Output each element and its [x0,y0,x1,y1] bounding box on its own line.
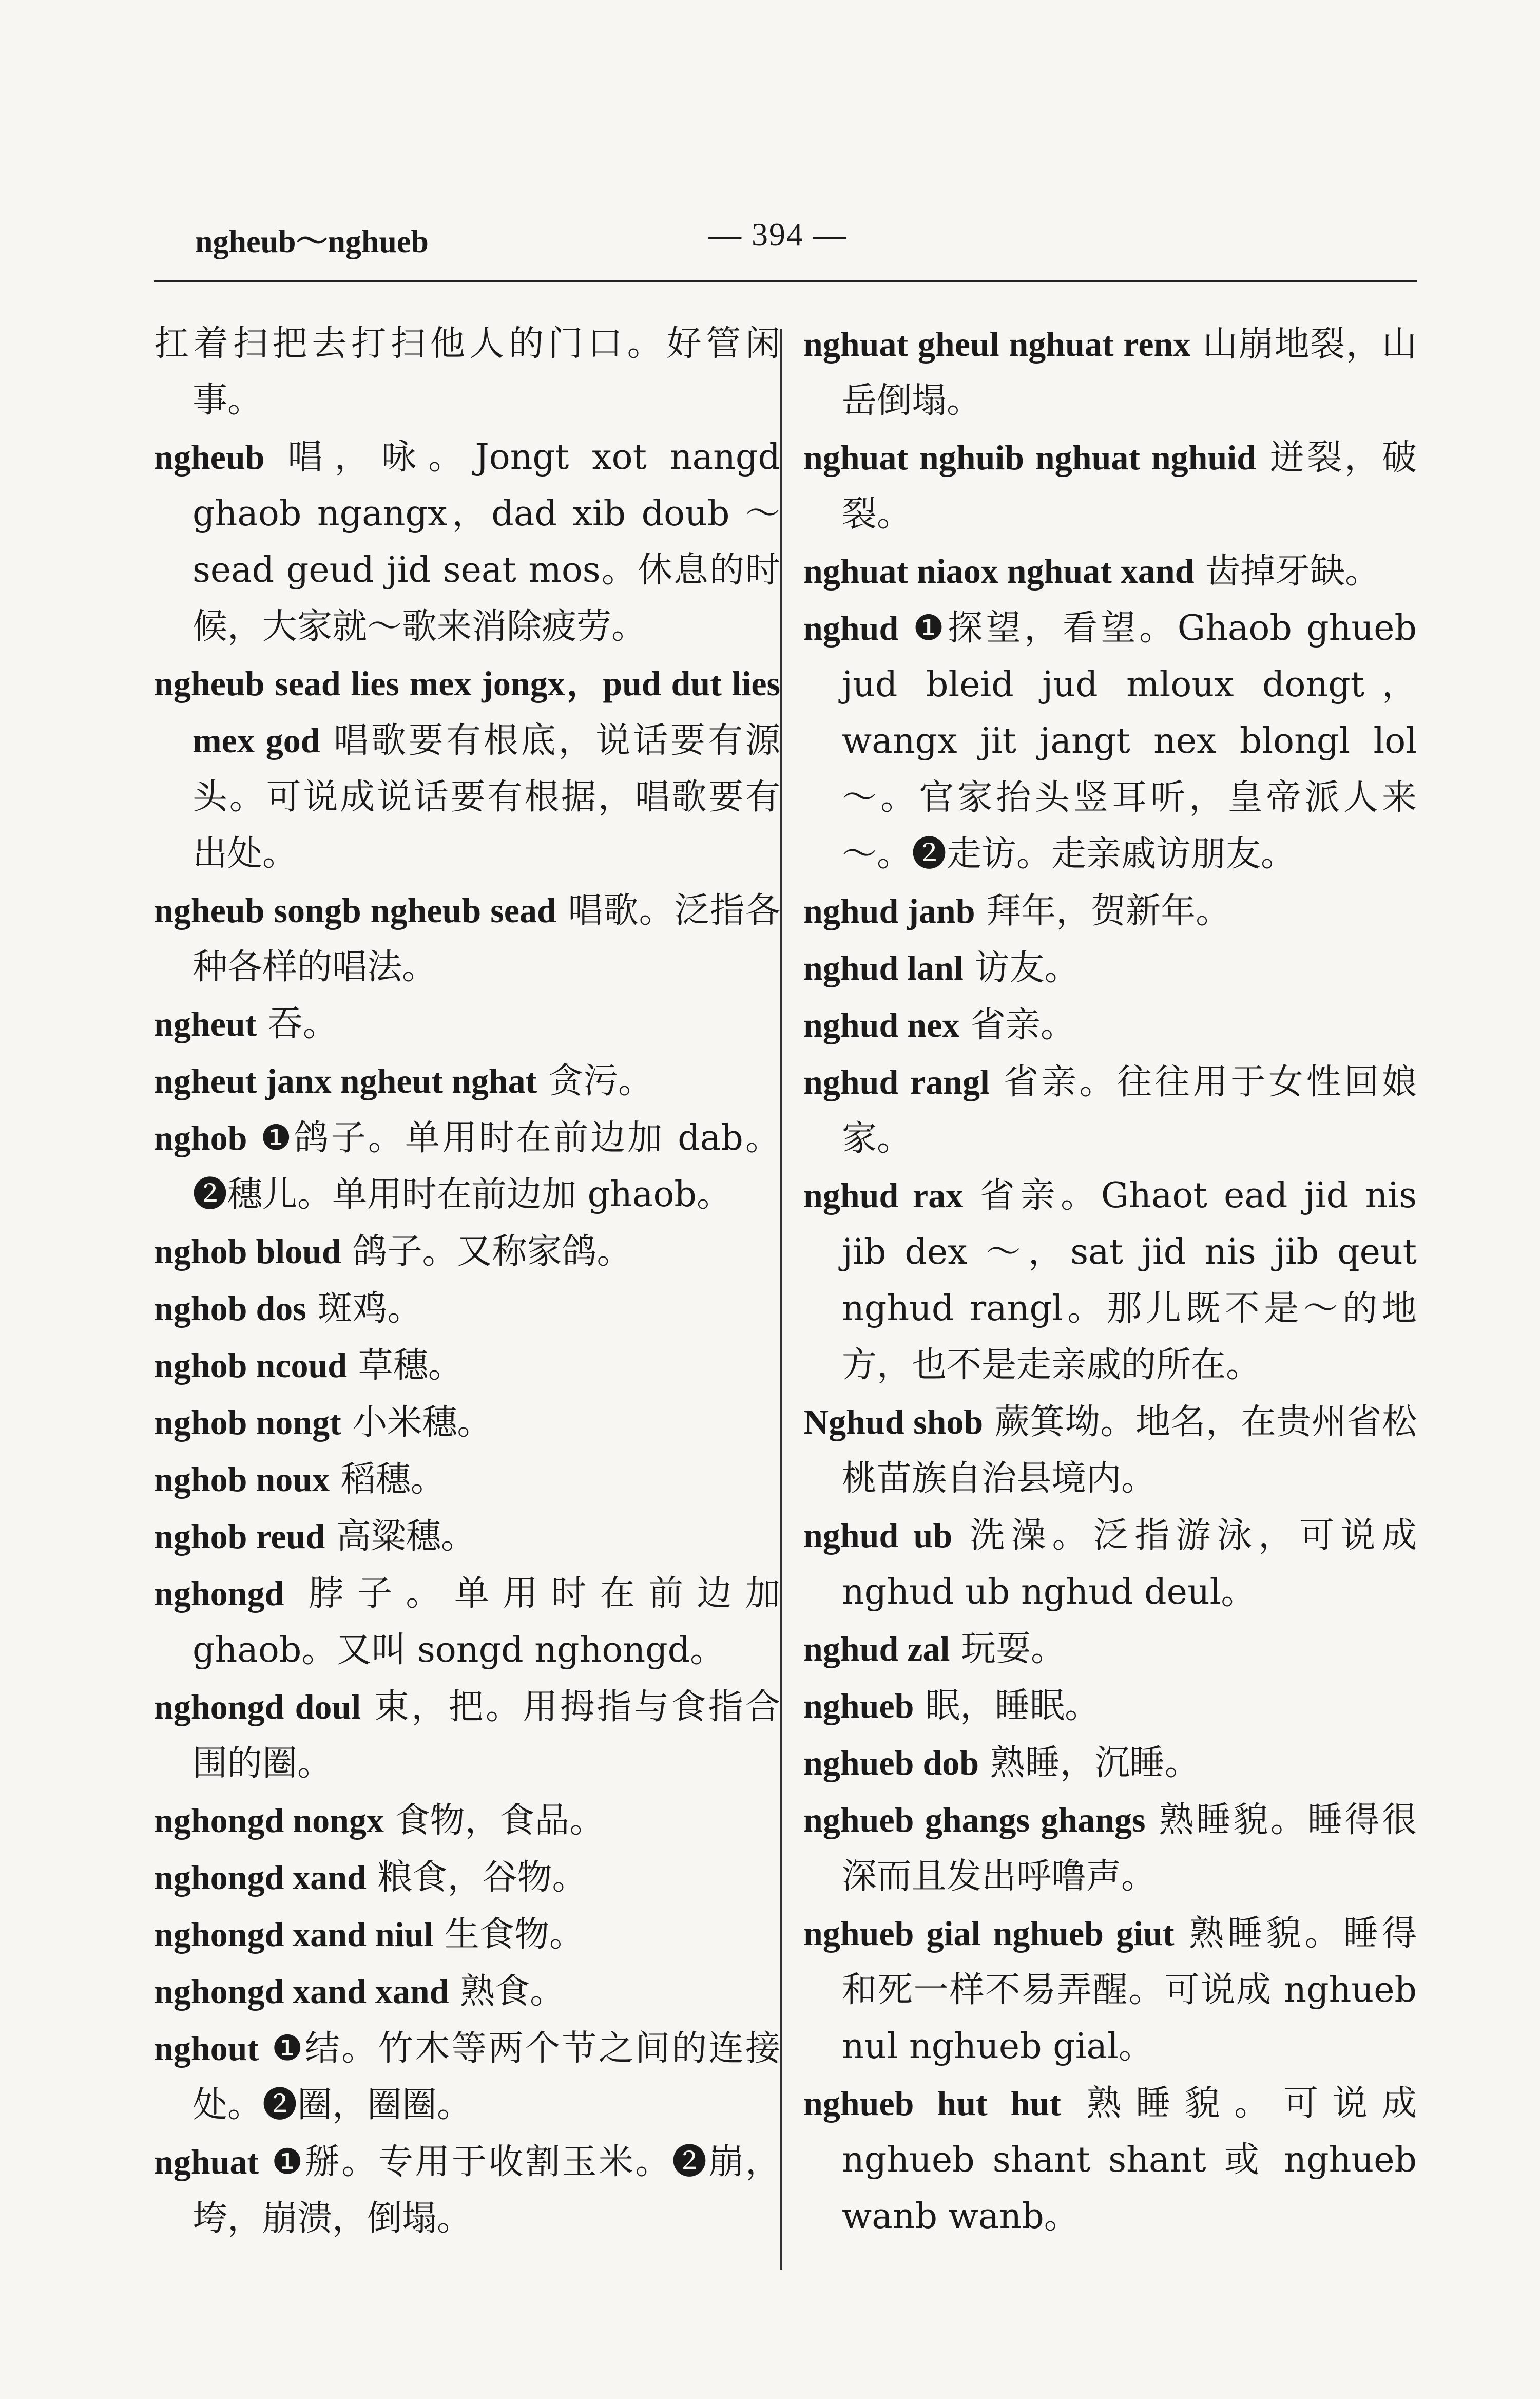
dictionary-entry [154,882,780,996]
entry-definition: 脖子。单用时在前边加 ghaob。又叫 songd nghongd。 [192,1573,780,1670]
dictionary-entry [154,1508,780,1565]
dictionary-entry [154,1337,780,1394]
entry-headword: nghout [154,2029,259,2068]
entry-definition: 熟睡，沉睡。 [990,1743,1200,1783]
entry-definition: 小米穗。 [352,1402,492,1443]
dictionary-entry [154,1280,780,1337]
entry-headword: ngheut [154,1004,257,1043]
entry-headword: nghud [803,608,899,648]
page-header [154,205,1417,267]
entry-headword: nghuat gheul nghuat renx [803,325,1191,364]
dictionary-entry [803,1167,1417,1394]
dictionary-entry [803,883,1417,940]
entry-definition: 唱歌要有根底，说话要有源头。可说成说话要有根据，唱歌要有出处。 [192,720,780,874]
dictionary-entry [803,1678,1417,1735]
dictionary-entry [803,997,1417,1054]
dictionary-entry [803,543,1417,600]
entry-headword: Nghud shob [803,1402,984,1441]
entry-headword: nghongd nongx [154,1801,384,1840]
entry-headword: nghuat [154,2142,259,2181]
entry-definition: 唱，咏。Jongt xot nangd ghaob ngangx，dad xib doub ～ sead geud jid seat mos。休息的时候，大家就～歌来消除疲劳。 [192,437,780,647]
entry-definition: ❶结。竹木等两个节之间的连接处。❷圈，圈圈。 [192,2028,780,2125]
dictionary-entry [154,316,780,429]
dictionary-entry [154,1053,780,1110]
entry-definition: 草穗。 [358,1345,463,1386]
dictionary-entry [803,1394,1417,1507]
dictionary-entry [803,1735,1417,1792]
entry-headword: nghud nex [803,1005,960,1044]
entry-definition: 迸裂，破裂。 [842,437,1417,535]
dictionary-entry [154,1849,780,1906]
entry-definition: ❶掰。专用于收割玉米。❷崩，垮，崩溃，倒塌。 [192,2142,780,2239]
dictionary-entry [803,316,1417,429]
entry-headword: nghueb hut hut [803,2084,1061,2123]
dictionary-entry [803,2075,1417,2245]
entry-definition: 鸽子。又称家鸽。 [352,1231,632,1272]
entry-definition: 山崩地裂，山岳倒塌。 [842,324,1417,421]
entry-definition: 稻穗。 [340,1459,446,1500]
running-head: ngheub～nghueb [195,224,429,259]
dictionary-entry [803,1054,1417,1167]
dictionary-entry [803,1905,1417,2075]
entry-headword: nghongd [154,1574,284,1613]
entry-headword: nghuat nghuib nghuat nghuid [803,438,1257,477]
dictionary-entry [803,1507,1417,1621]
entry-headword: ngheub sead lies mex jongx，pud dut lies mex god [154,664,780,760]
entry-definition: 熟睡貌。可说成 nghueb shant shant 或 nghueb wanb wanb。 [842,2083,1417,2237]
entry-headword: ngheub songb ngheub sead [154,891,556,930]
entry-definition: 蕨箕坳。地名，在贵州省松桃苗族自治县境内。 [842,1402,1417,1499]
entry-headword: nghueb [803,1686,914,1725]
dictionary-entry [154,2020,780,2134]
dictionary-entry [154,1792,780,1849]
entry-headword: nghob dos [154,1289,306,1328]
left-column [154,316,780,2247]
dictionary-entry [154,655,780,882]
entry-headword: nghueb ghangs ghangs [803,1800,1146,1839]
dictionary-entry [803,1792,1417,1905]
right-column [803,316,1417,2245]
entry-headword: nghob noux [154,1460,330,1499]
entry-definition: 洗澡。泛指游泳，可说成 nghud ub nghud deul。 [842,1515,1417,1612]
dictionary-entry [154,2134,780,2247]
dictionary-entry [154,996,780,1053]
entry-definition: 高粱穗。 [336,1516,476,1557]
entry-definition: 省亲。往往用于女性回娘家。 [842,1062,1417,1159]
entry-definition: 扛着扫把去打扫他人的门口。好管闲事。 [154,323,780,421]
entry-headword: nghob bloud [154,1232,341,1271]
dictionary-entry [154,1565,780,1679]
dictionary-entry [154,1963,780,2020]
entry-definition: 拜年，贺新年。 [986,891,1231,931]
entry-headword: nghueb dob [803,1743,979,1782]
entry-definition: 贪污。 [548,1061,653,1101]
dictionary-entry [803,429,1417,543]
entry-definition: 生食物。 [444,1914,584,1955]
entry-headword: nghongd xand niul [154,1915,434,1954]
entry-definition: 熟睡貌。睡得和死一样不易弄醒。可说成 nghueb nul nghueb gial。 [842,1913,1417,2067]
dictionary-entry [154,1906,780,1963]
dictionary-entry [803,940,1417,997]
dictionary-entry [803,1621,1417,1678]
entry-definition: 省亲。Ghaot ead jid nis jib dex ～，sat jid nis jib qeut nghud rangl。那儿既不是～的地方，也不是走亲戚的所在。 [842,1175,1417,1385]
entry-definition: ❶探望，看望。Ghaob ghueb jud bleid jud mloux dongt，wangx jit jangt nex blongl lol ～。官家抬头竖耳听，皇帝派人来～。❷走访。走亲戚访朋友。 [842,608,1417,874]
entry-headword: ngheub [154,437,265,477]
entry-definition: 省亲。 [970,1005,1075,1045]
header-rule [154,280,1417,282]
column-divider [780,329,782,2270]
entry-definition: 访友。 [974,948,1080,988]
entry-definition: 齿掉牙缺。 [1205,551,1380,592]
entry-headword: nghueb gial nghueb giut [803,1914,1175,1953]
entry-headword: nghob nongt [154,1403,341,1442]
entry-definition: 斑鸡。 [317,1288,422,1329]
entry-definition: 粮食，谷物。 [377,1857,587,1898]
entry-definition: 熟食。 [460,1971,565,2012]
dictionary-entry [154,1394,780,1451]
dictionary-entry [154,1679,780,1792]
entry-definition: 熟睡貌。睡得很深而且发出呼噜声。 [842,1800,1417,1897]
dictionary-entry [154,1223,780,1280]
entry-definition: ❶鸽子。单用时在前边加 dab。❷穗儿。单用时在前边加 ghaob。 [192,1118,780,1215]
dictionary-entry [154,1451,780,1508]
entry-headword: nghud rax [803,1176,964,1215]
entry-headword: nghongd xand [154,1858,367,1897]
entry-headword: nghob ncoud [154,1346,348,1385]
dictionary-entry [803,600,1417,883]
entry-definition: 吞。 [267,1004,338,1044]
dictionary-entry [154,429,780,655]
entry-headword: nghud lanl [803,948,964,987]
entry-headword: nghud janb [803,891,975,930]
entry-headword: nghud zal [803,1629,950,1668]
entry-definition: 唱歌。泛指各种各样的唱法。 [192,890,780,987]
entry-headword: nghongd xand xand [154,1972,449,2011]
entry-definition: 束，把。用拇指与食指合围的圈。 [192,1687,780,1784]
page-number: — 394 — [708,216,847,253]
entry-headword: nghuat niaox nghuat xand [803,551,1195,591]
entry-definition: 食物，食品。 [395,1800,605,1841]
dictionary-entry [154,1110,780,1223]
entry-headword: nghob [154,1118,247,1157]
entry-definition: 眠，睡眠。 [925,1686,1100,1726]
entry-headword: nghongd doul [154,1687,361,1726]
entry-headword: nghud ub [803,1516,953,1555]
entry-headword: nghob reud [154,1517,325,1556]
entry-definition: 玩耍。 [960,1629,1066,1669]
entry-headword: nghud rangl [803,1062,990,1101]
entry-headword: ngheut janx ngheut nghat [154,1061,537,1100]
